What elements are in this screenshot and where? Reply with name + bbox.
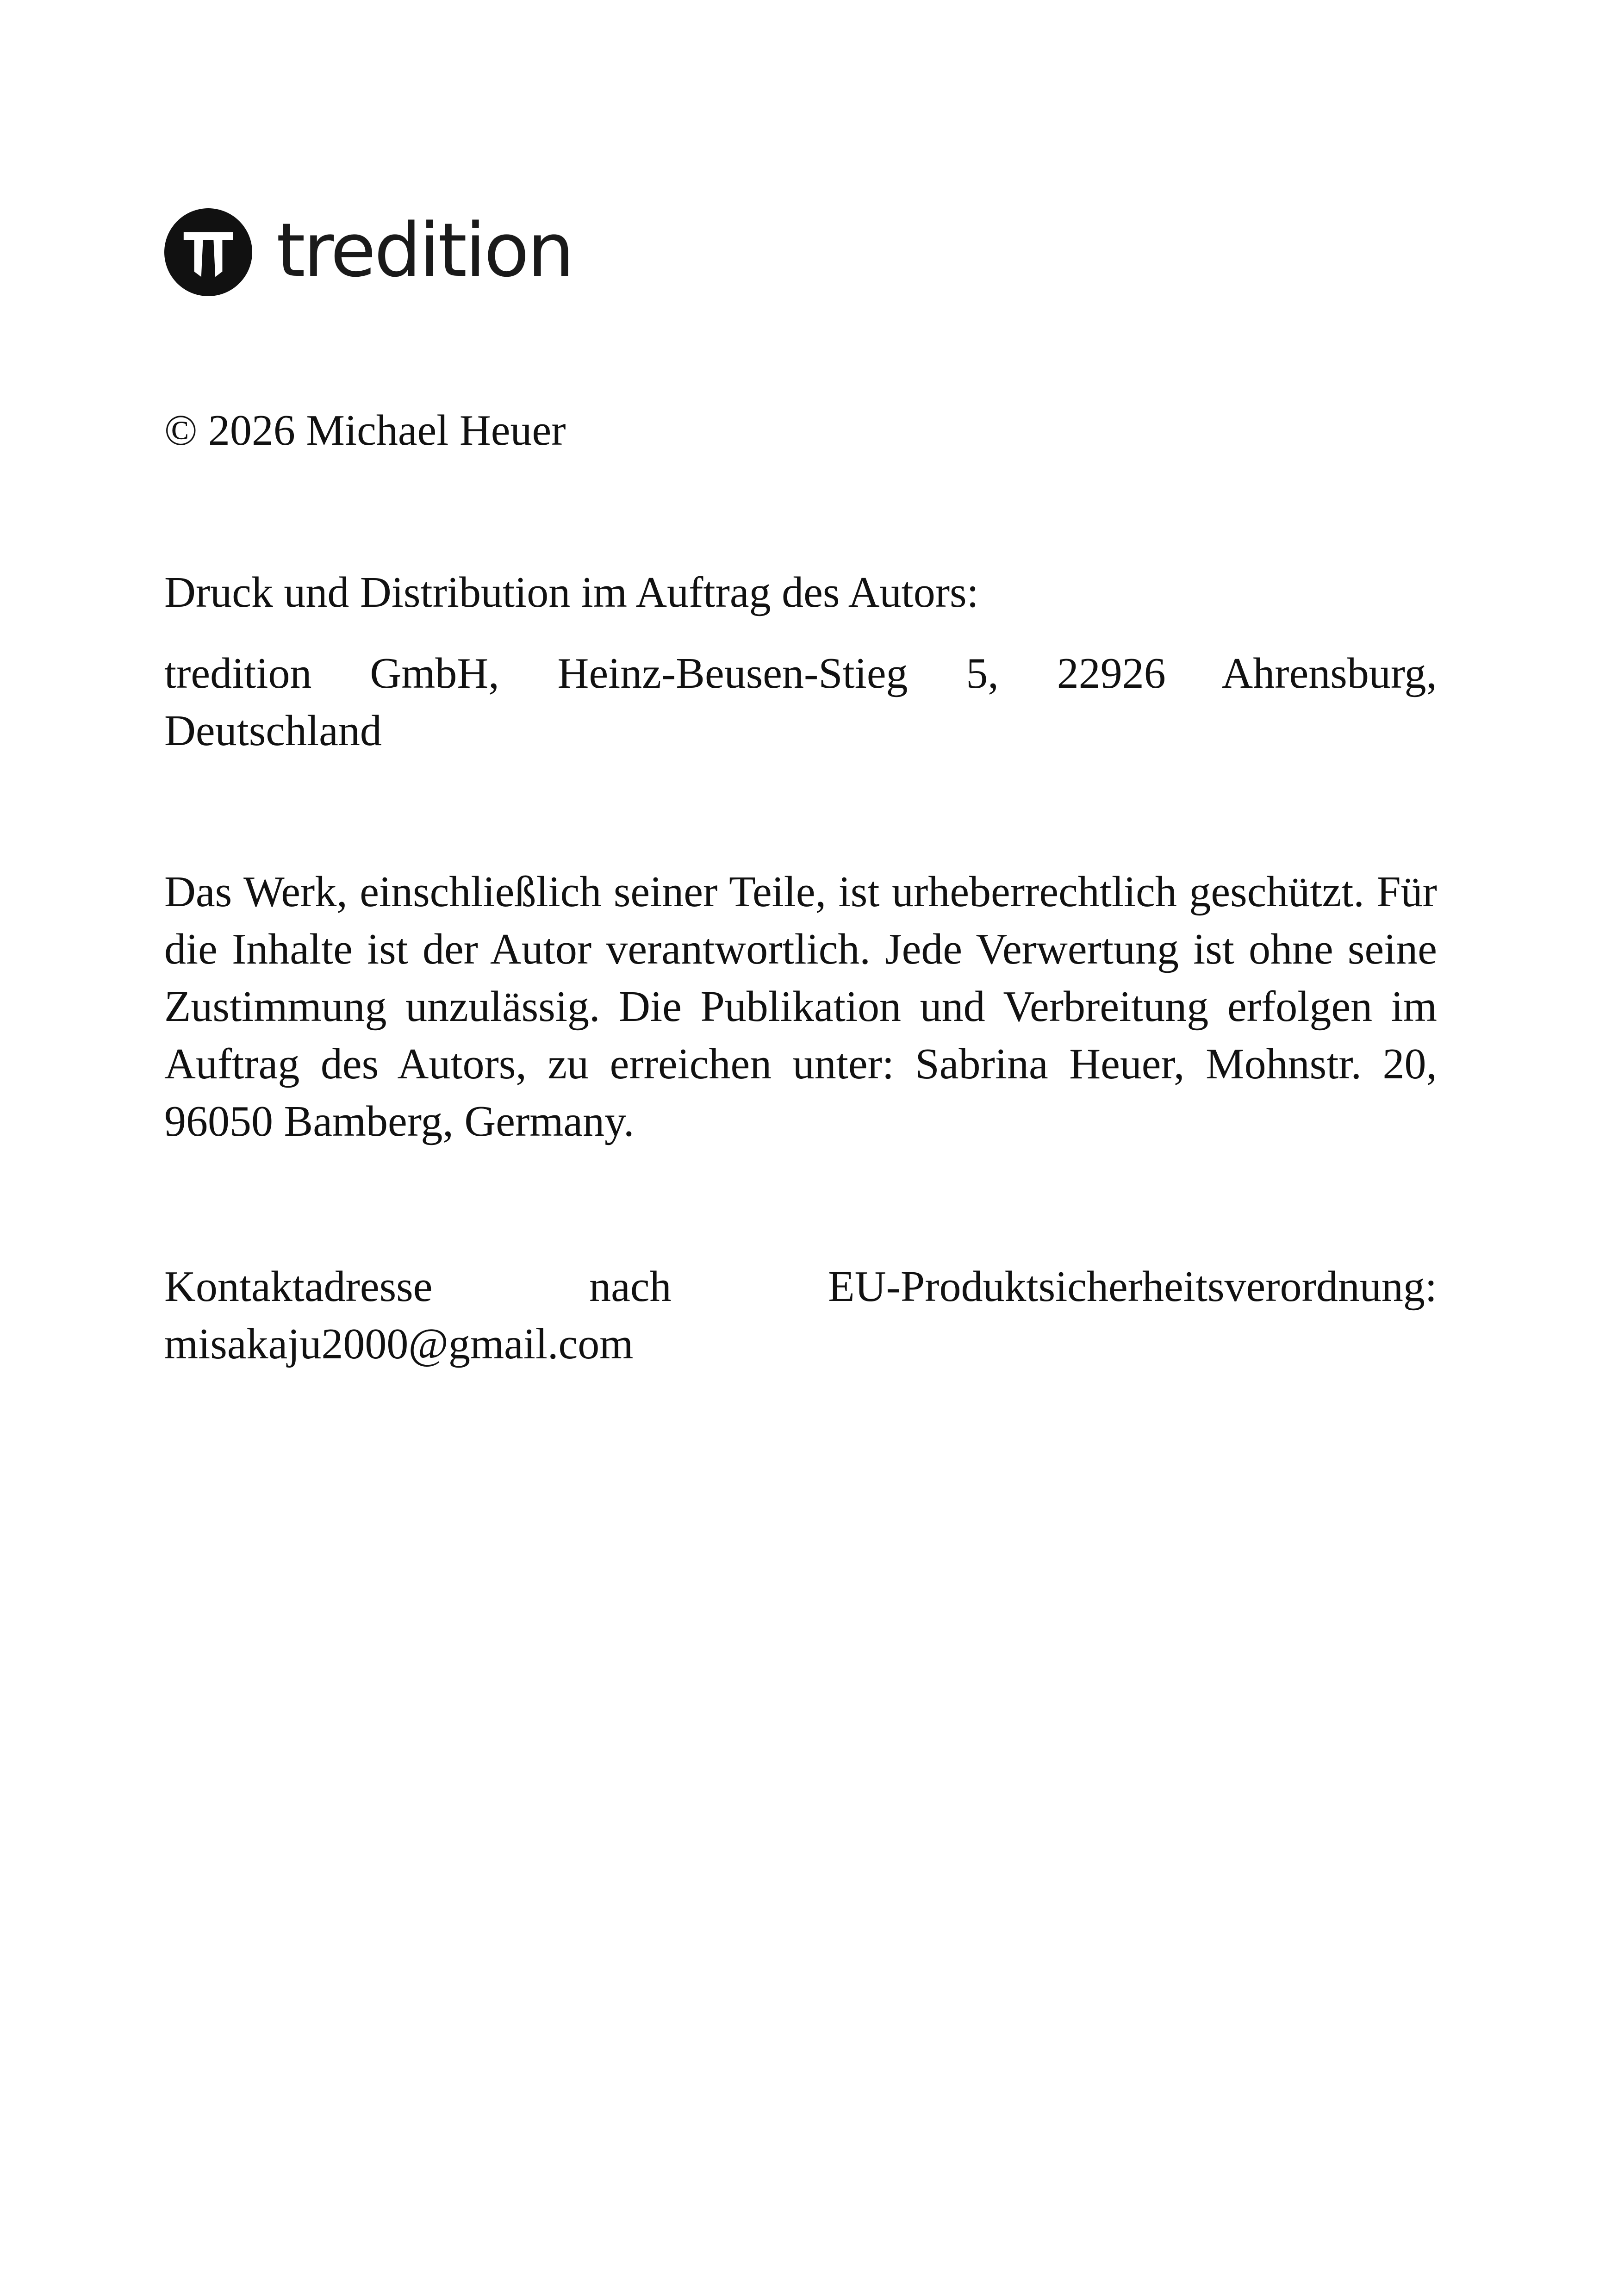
eu-contact-label: Kontaktadresse nach EU-Produktsicherheitsverordnung:: [164, 1263, 1437, 1311]
logo-wordmark: tredition: [276, 207, 573, 293]
publisher-logo: [164, 208, 573, 296]
publisher-address-line-2: Deutschland: [164, 707, 382, 755]
copyright-legal-notice: Das Werk, einschließlich seiner Teile, ist urheberrechtlich geschützt. Für die Inhalte ist der Autor verantwortlich. Jede Verwertung ist ohne seine Zustimmung unzulässig. Die Publikation und Verbreitung erfolgen im Auftrag des Autors, zu erreichen unter: Sabrina Heuer, Mohnstr. 20, 96050 Bamberg, Germany.: [164, 868, 1437, 1145]
tredition-logo-icon: [164, 208, 252, 296]
publisher-address-line-1: tredition GmbH, Heinz-Beusen-Stieg 5, 22926 Ahrensburg,: [164, 649, 1437, 697]
print-distribution-label: Druck und Distribution im Auftrag des Autors:: [164, 568, 979, 616]
publisher-address: [164, 645, 1437, 759]
copyright-line: © 2026 Michael Heuer: [164, 406, 566, 454]
contact-email: misakaju2000@gmail.com: [164, 1320, 634, 1368]
